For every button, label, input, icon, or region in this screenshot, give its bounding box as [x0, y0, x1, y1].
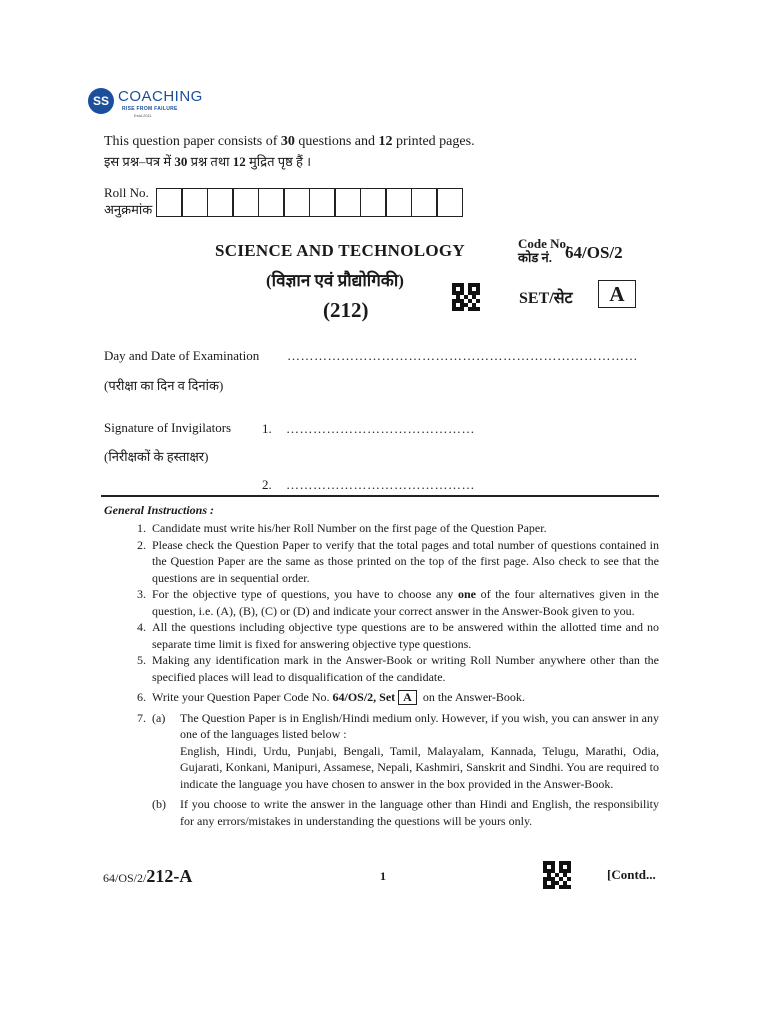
paper-info-english: This question paper consists of 30 questions and 12 printed pages. — [104, 134, 475, 149]
invigilator-signature-label: Signature of Invigilators — [104, 420, 232, 435]
instructions-list — [104, 520, 659, 829]
section-divider — [101, 495, 659, 497]
footer-paper-code: 64/OS/2/212-A — [103, 866, 193, 886]
invigilator-signature-label-hindi: (निरीक्षकों के हस्ताक्षर) — [104, 449, 209, 464]
roll-number-box[interactable] — [181, 188, 208, 217]
roll-number-box[interactable] — [283, 188, 310, 217]
subject-title: SCIENCE AND TECHNOLOGY — [215, 241, 466, 260]
roll-number-box[interactable] — [436, 188, 463, 217]
invigilator-2-field[interactable]: …………………………………… — [286, 477, 475, 492]
roll-number-box[interactable] — [156, 188, 183, 217]
instruction-item: 4. All the questions including objective type questions are to be answered within the allotted time and no separate time limit is fixed for answering objective type questions. — [137, 620, 659, 651]
continued-label: [Contd... — [607, 867, 656, 882]
roll-number-box[interactable] — [411, 188, 438, 217]
code-number-label: Code No. कोड नं. — [518, 236, 570, 265]
instruction-item: 5. Making any identification mark in the Answer-Book or writing Roll Number anywhere other than the specified places will lead to disqualification of the candidate. — [137, 653, 659, 684]
roll-number-box[interactable] — [385, 188, 412, 217]
roll-number-box[interactable] — [232, 188, 259, 217]
exam-date-label: Day and Date of Examination — [104, 348, 260, 363]
set-value-box: A — [598, 280, 636, 308]
subject-title-hindi: (विज्ञान एवं प्रौद्योगिकी) — [266, 271, 404, 290]
roll-number-box[interactable] — [258, 188, 285, 217]
roll-number-box[interactable] — [309, 188, 336, 217]
logo-est: Estd.2011 — [134, 113, 152, 118]
paper-info-hindi: इस प्रश्न–पत्र में 30 प्रश्न तथा 12 मुद्रित पृष्ठ हैं । — [104, 154, 312, 169]
page-number: 1 — [380, 869, 386, 883]
instruction-item: 2. Please check the Question Paper to verify that the total pages and total number of questions contained in the Question Paper are the same as those printed on the top of the first page. Also check to see that the questions are in sequential order. — [137, 537, 659, 585]
roll-number-label: Roll No. अनुक्रमांक — [104, 185, 153, 217]
invigilator-1-number: 1. — [262, 421, 272, 436]
qr-code-icon — [543, 861, 571, 889]
code-number-value: 64/OS/2 — [565, 243, 623, 262]
roll-number-box[interactable] — [334, 188, 361, 217]
instruction-item: 1. Candidate must write his/her Roll Number on the first page of the Question Paper. — [137, 521, 547, 535]
instruction-item: 7. (a) The Question Paper is in English/Hindi medium only. However, if you wish, you can answer in any one of the languages listed below : English, Hindi, Urdu, Punjabi, Bengali, Tamil, Malayalam, Kannada, Telugu, Marathi, Odia, Gujarati, Konkani, Manipuri, Assamese, Nepali, Kashmiri, Sanskrit and Sindhi. You are required to indicate the language you have chosen to answer in the box provided in the Answer-Book. (b) If you choose to write the answer in the language other than Hindi and English, the responsibility for any errors/mistakes in understanding the questions will be yours only. — [137, 710, 659, 828]
roll-number-boxes[interactable] — [157, 188, 463, 217]
exam-date-label-hindi: (परीक्षा का दिन व दिनांक) — [104, 378, 224, 393]
roll-number-box[interactable] — [207, 188, 234, 217]
roll-number-box[interactable] — [360, 188, 387, 217]
subject-code: (212) — [323, 298, 369, 322]
instruction-item: 3. For the objective type of questions, you have to choose any one of the four alternatives given in the question, i.e. (A), (B), (C) or (D) and indicate your correct answer in the Answer-Book given to you. — [137, 587, 660, 618]
set-label: SET/सेट — [519, 290, 573, 307]
exam-date-field[interactable]: …………………………………………………………………… — [287, 348, 638, 363]
instructions-title: General Instructions : — [104, 503, 215, 517]
invigilator-2-number: 2. — [262, 477, 272, 492]
logo-name: COACHING — [118, 88, 203, 105]
set-inline-box: A — [398, 690, 417, 705]
logo-mark: SS — [88, 88, 114, 114]
instruction-item: 6. Write your Question Paper Code No. 64/OS/2, Set A on the Answer-Book. — [137, 690, 525, 704]
logo-tagline: RISE FROM FAILURE — [122, 106, 178, 112]
invigilator-1-field[interactable]: …………………………………… — [286, 421, 475, 436]
qr-code-icon — [452, 283, 480, 311]
